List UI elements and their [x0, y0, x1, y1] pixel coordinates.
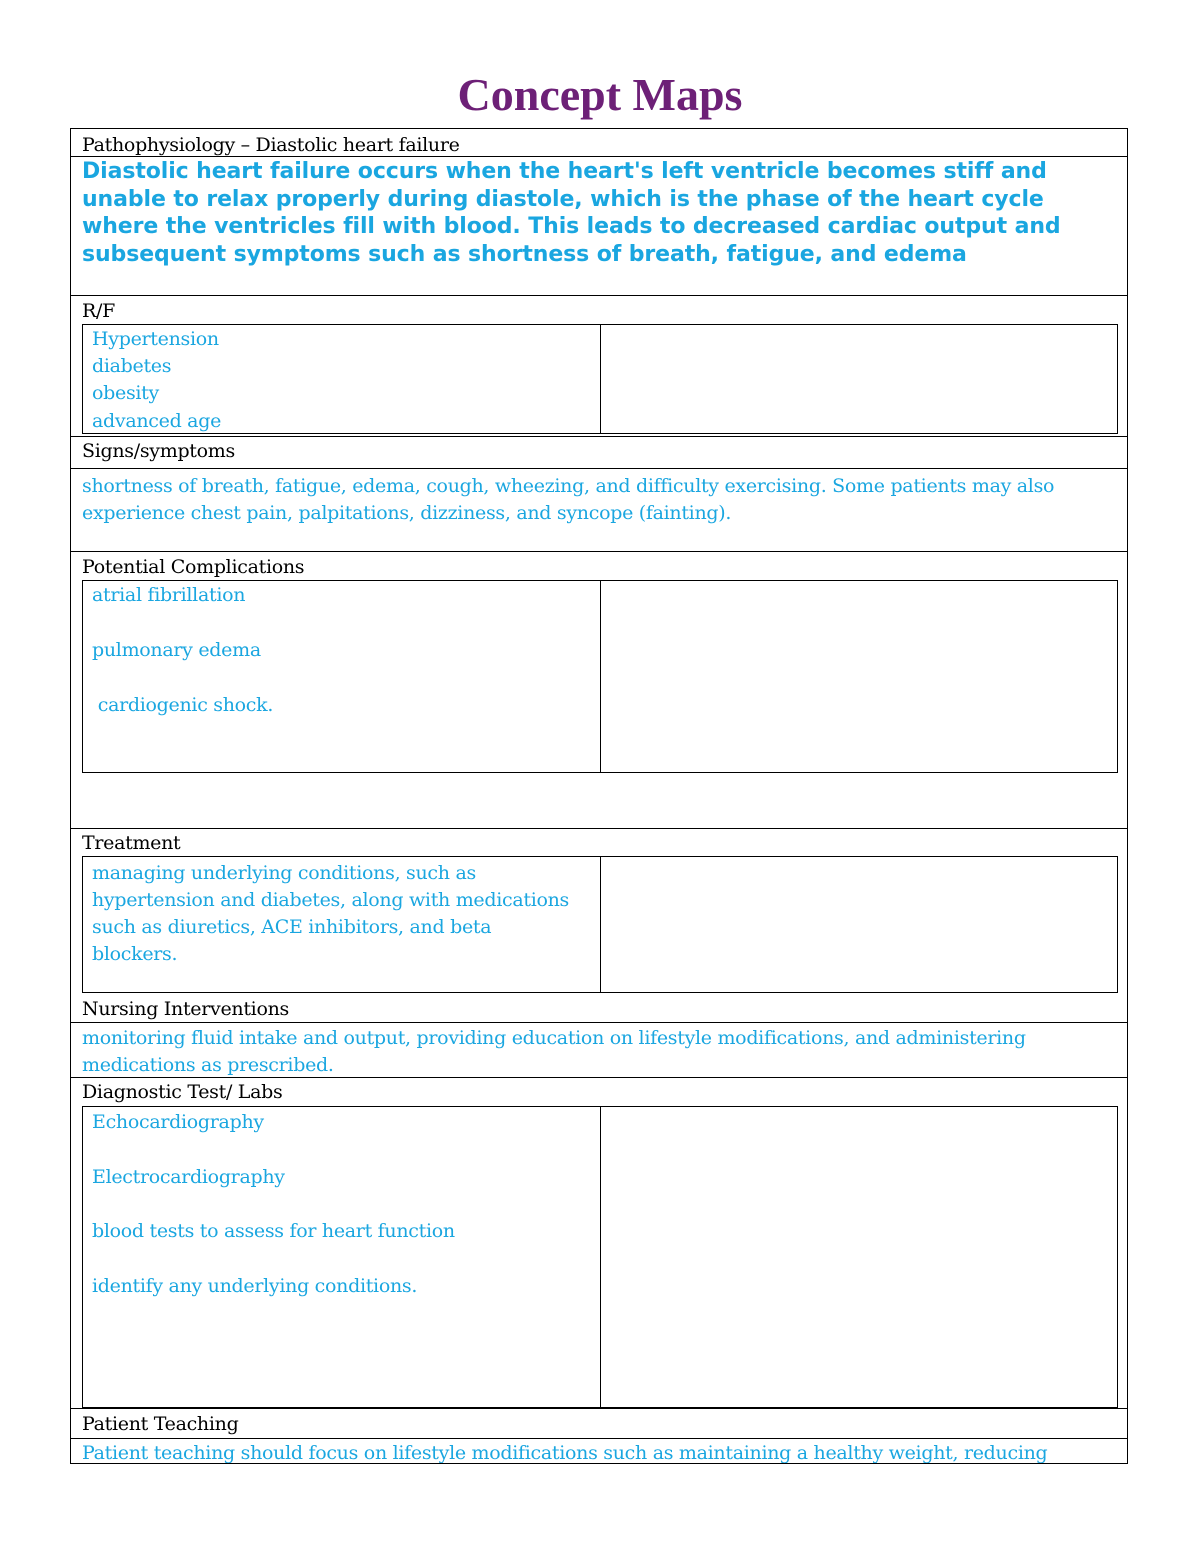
complications-box [82, 580, 1118, 773]
signs-symptoms-label: Signs/symptoms [82, 440, 235, 462]
list-item: advanced age [92, 410, 222, 432]
divider [70, 1438, 1128, 1439]
divider [70, 468, 1128, 469]
diagnostics-box [82, 1106, 1118, 1408]
divider [70, 1463, 1128, 1464]
divider [70, 1022, 1128, 1023]
treatment-label: Treatment [82, 832, 181, 854]
column-divider [600, 325, 601, 433]
patient-teaching-text: Patient teaching should focus on lifestyle modifications such as maintaining a healthy weight, reducing [82, 1442, 1048, 1464]
treatment-text: managing underlying conditions, such as hypertension and diabetes, along with medications such as diuretics, ACE inhibitors, and beta blockers. [92, 862, 570, 965]
list-item: identify any underlying conditions. [92, 1275, 418, 1297]
list-item: pulmonary edema [92, 639, 261, 661]
pathophysiology-label: Pathophysiology – Diastolic heart failure [82, 134, 460, 156]
divider [70, 295, 1128, 296]
list-item: diabetes [92, 355, 172, 377]
page-title: Concept Maps [457, 69, 743, 120]
nursing-interventions-label: Nursing Interventions [82, 998, 289, 1020]
diagnostics-label: Diagnostic Test/ Labs [82, 1081, 283, 1103]
divider [70, 156, 1128, 157]
divider [70, 436, 1128, 437]
list-item: Electrocardiography [92, 1166, 285, 1188]
divider [70, 1077, 1128, 1078]
column-divider [600, 1107, 601, 1407]
divider [70, 1408, 1128, 1409]
list-item: obesity [92, 382, 159, 404]
risk-factors-label: R/F [82, 300, 115, 322]
list-item: blood tests to assess for heart function [92, 1220, 455, 1242]
list-item: cardiogenic shock. [92, 694, 274, 716]
list-item: Echocardiography [92, 1111, 264, 1133]
pathophysiology-text: Diastolic heart failure occurs when the heart's left ventricle becomes stiff and unable to relax properly during diastole, which is the phase of the heart cycle where the ventricles fill with blood. This leads to decreased cardiac output and subsequent symptoms such as shortness of breath, fatigue, and edema [82, 159, 1061, 267]
risk-factors-box [82, 324, 1118, 434]
signs-symptoms-text: shortness of breath, fatigue, edema, cough, wheezing, and difficulty exercising. Some patients may also experience chest pain, palpitations, dizziness, and syncope (fainting). [82, 475, 1055, 524]
list-item: Hypertension [92, 328, 219, 350]
divider [70, 828, 1128, 829]
complications-label: Potential Complications [82, 556, 305, 578]
patient-teaching-label: Patient Teaching [82, 1413, 239, 1435]
column-divider [600, 581, 601, 772]
nursing-interventions-text: monitoring fluid intake and output, providing education on lifestyle modifications, and administering medications as prescribed. [82, 1027, 1026, 1076]
list-item: atrial fibrillation [92, 584, 246, 606]
column-divider [600, 857, 601, 992]
divider [70, 551, 1128, 552]
